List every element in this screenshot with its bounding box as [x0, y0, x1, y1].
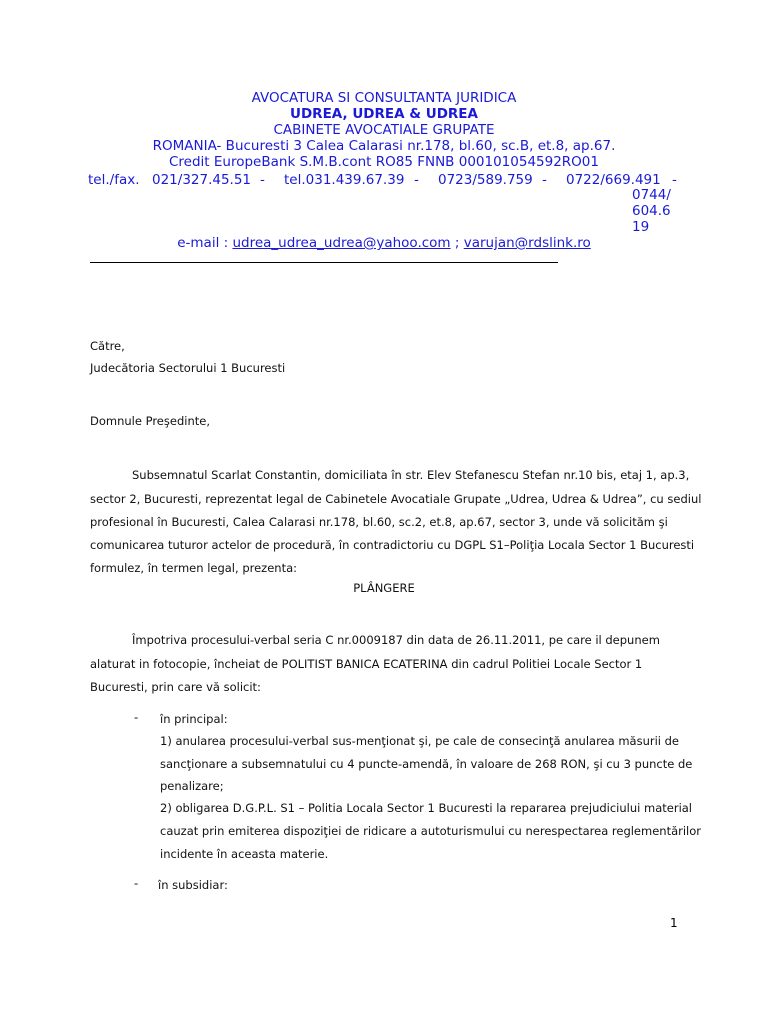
email-link-1[interactable]: udrea_udrea_udrea@yahoo.com — [232, 235, 451, 251]
email-line — [0, 235, 768, 251]
document-heading: PLÂNGERE — [353, 581, 415, 595]
phone-5-part1: 0744/ — [632, 187, 671, 203]
paragraph-1-line: profesional în Bucuresti, Calea Calarasi nr.178, bl.60, sc.2, et.8, ap.67, sector 3, unde vă solicităm şi — [90, 515, 668, 529]
phone-sep: - — [672, 172, 677, 188]
bullet-1-line: sancţionare a subsemnatului cu 4 puncte-amendă, în valoare de 268 RON, şi cu 3 puncte de — [160, 757, 693, 771]
bullet-2-label: în subsidiar: — [158, 878, 228, 892]
firm-bank-account: Credit EuropeBank S.M.B.cont RO85 FNNB 000101054592RO01 — [169, 154, 599, 170]
addressee-to: Către, — [90, 339, 125, 353]
letterhead-divider — [90, 262, 558, 263]
firm-activity: AVOCATURA SI CONSULTANTA JURIDICA — [251, 90, 517, 106]
paragraph-1-line: sector 2, Bucuresti, reprezentat legal de Cabinetele Avocatiale Grupate „Udrea, Udrea & Udrea”, cu sediul — [90, 492, 702, 506]
phone-1: 021/327.45.51 — [152, 172, 252, 188]
phone-5-part3: 19 — [632, 219, 650, 235]
firm-address: ROMANIA- Bucuresti 3 Calea Calarasi nr.178, bl.60, sc.B, et.8, ap.67. — [152, 138, 616, 154]
page-number: 1 — [670, 916, 678, 930]
bullet-1-line: incidente în aceasta materie. — [160, 847, 329, 861]
bullet-1-line: 2) obligarea D.G.P.L. S1 – Politia Locala Sector 1 Bucuresti la repararea prejudiciului material — [160, 801, 693, 815]
phone-3: 0723/589.759 — [438, 172, 533, 188]
email-separator: ; — [454, 235, 460, 251]
firm-type: CABINETE AVOCATIALE GRUPATE — [273, 122, 495, 138]
paragraph-2-line: Împotriva procesului-verbal seria C nr.0009187 din data de 26.11.2011, pe care il depunem — [132, 633, 660, 647]
phone-4: 0722/669.491 — [566, 172, 661, 188]
bullet-dash: - — [134, 710, 139, 724]
paragraph-2-line: alaturat in fotocopie, încheiat de POLITIST BANICA ECATERINA din cadrul Politiei Locale Sector 1 — [90, 657, 643, 671]
firm-name: UDREA, UDREA & UDREA — [290, 106, 478, 122]
addressee-court: Judecătoria Sectorului 1 Bucuresti — [90, 361, 286, 375]
paragraph-2-line: Bucuresti, prin care vă solicit: — [90, 680, 261, 694]
paragraph-1-line: comunicarea tuturor actelor de procedură, în contradictoriu cu DGPL S1–Poliţia Locala Sector 1 Bucuresti — [90, 538, 695, 552]
bullet-1-line: penalizare; — [160, 779, 224, 793]
email-label: e-mail : — [177, 235, 229, 251]
phone-5-part2: 604.6 — [632, 203, 671, 219]
bullet-1-label: în principal: — [160, 712, 228, 726]
salutation: Domnule Preşedinte, — [90, 414, 210, 428]
paragraph-1-line: formulez, în termen legal, prezenta: — [90, 561, 297, 575]
email-link-2[interactable]: varujan@rdslink.ro — [463, 235, 591, 251]
phone-sep: - — [414, 172, 419, 188]
paragraph-1-line: Subsemnatul Scarlat Constantin, domiciliata în str. Elev Stefanescu Stefan nr.10 bis, etaj 1, ap.3, — [132, 468, 690, 482]
phone-sep: - — [542, 172, 547, 188]
phone-2: tel.031.439.67.39 — [284, 172, 405, 188]
bullet-dash: - — [134, 876, 139, 890]
bullet-1-line: cauzat prin emiterea dispoziţiei de ridicare a autoturismului cu nerespectarea reglementărilor — [160, 824, 702, 838]
phone-sep: - — [260, 172, 265, 188]
bullet-1-line: 1) anularea procesului-verbal sus-menţionat şi, pe cale de consecinţă anularea măsurii de — [160, 734, 680, 748]
phone-label: tel./fax. — [88, 172, 140, 188]
